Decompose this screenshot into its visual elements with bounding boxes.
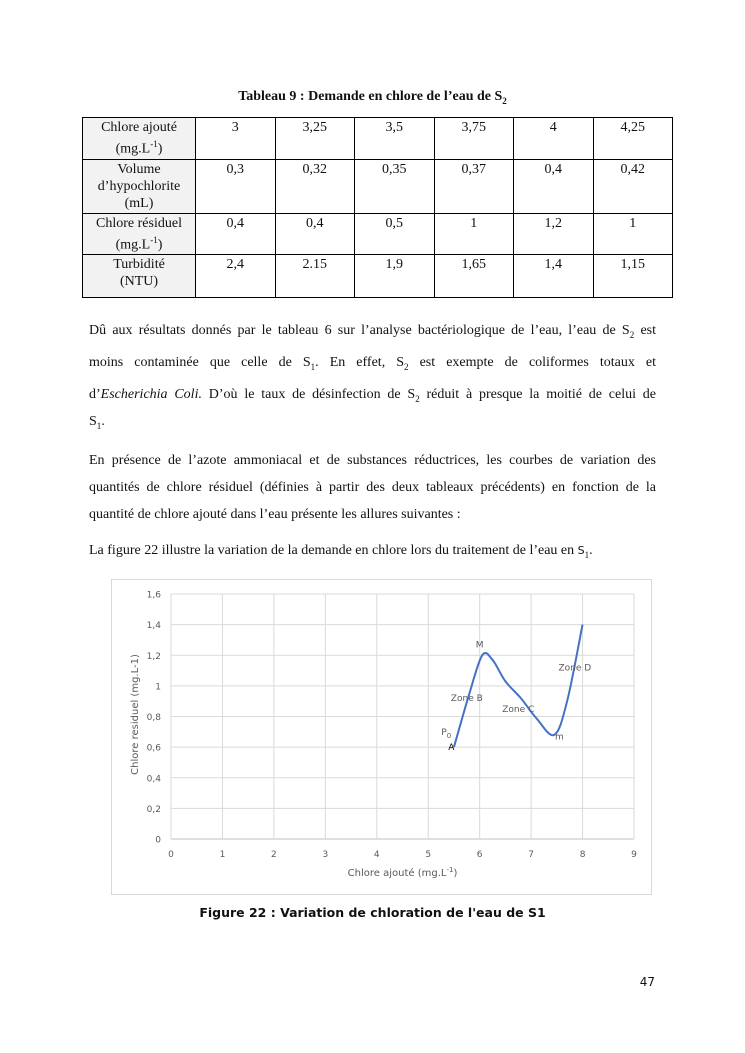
y-tick-label: 0,4	[146, 774, 161, 785]
table-row	[83, 159, 673, 213]
text-run: réduit à presque la moitié de celui de	[419, 386, 656, 402]
paragraph-contamination	[89, 317, 656, 412]
annotation-subscript: 0	[446, 731, 452, 740]
row-header	[83, 118, 196, 160]
chart-frame	[111, 579, 652, 895]
x-tick-label: 4	[373, 850, 380, 860]
x-tick-label: 2	[271, 850, 277, 860]
row-header-line: d’hypochlorite	[97, 178, 181, 194]
chart-annotation: Zone B	[450, 694, 483, 705]
chlorine-demand-table	[82, 117, 673, 298]
table-cell: 3,5	[355, 118, 435, 160]
x-tick-label: 1	[219, 850, 226, 860]
text-run: D’où le taux de désinfection de S	[201, 386, 416, 402]
row-header-unit-close: )	[157, 237, 163, 253]
y-axis-label: Chlore residuel (mg.L-1)	[130, 654, 141, 775]
text-line: quantités de chlore résiduel (définies à partir des deux tableaux précédents) en fonction de la	[89, 480, 656, 495]
figure-caption: Figure 22 : Variation de chloration de l'eau de S1	[199, 905, 546, 920]
table-cell: 2.15	[275, 255, 355, 298]
text-line	[89, 349, 656, 381]
table-cell: 0,42	[593, 159, 673, 213]
paragraph-s1	[89, 408, 656, 440]
chlorine-chart	[112, 580, 651, 894]
italic-text: Escherichia Coli.	[100, 386, 202, 402]
text-run: moins contaminée que celle de S	[89, 354, 311, 370]
subscript: 1	[96, 420, 102, 431]
y-tick-label: 1,4	[146, 621, 161, 632]
y-tick-label: 1	[155, 682, 161, 693]
y-tick-label: 0,6	[146, 743, 161, 754]
table-cell: 1,4	[514, 255, 594, 298]
chart-annotation: M	[475, 640, 484, 651]
table-cell: 0,4	[514, 159, 594, 213]
row-header-unit-sup: -1	[150, 139, 158, 149]
text-run: La figure 22 illustre la variation de la demande en chlore lors du traitement de l’eau en	[89, 543, 578, 558]
row-header-unit-close: )	[157, 141, 163, 157]
x-tick-label: 8	[579, 850, 586, 860]
table-cell: 0,4	[275, 213, 355, 255]
table-row	[83, 213, 673, 255]
x-axis-label-sup: -1	[446, 866, 454, 874]
x-tick-label: 6	[476, 850, 483, 860]
table-row	[83, 118, 673, 160]
x-tick-label: 5	[425, 850, 432, 860]
table-cell: 4,25	[593, 118, 673, 160]
table-row	[83, 255, 673, 298]
row-header-line: Chlore ajouté	[101, 120, 177, 135]
table-cell: 3	[196, 118, 276, 160]
text-run: S	[577, 544, 585, 557]
table-cell: 1,9	[355, 255, 435, 298]
text-run: est exempte de coliformes totaux et	[408, 354, 657, 370]
table-cell: 1,65	[434, 255, 514, 298]
row-header-unit: (mg.L	[115, 141, 151, 157]
row-header-line: Turbidité	[113, 257, 165, 273]
table-cell: 1	[593, 213, 673, 255]
table-caption	[0, 89, 745, 106]
row-header	[83, 255, 196, 298]
x-tick-label: 7	[528, 850, 534, 860]
row-header-line: (mL)	[124, 195, 154, 211]
subscript: 2	[629, 329, 635, 340]
x-axis-label: Chlore ajouté $(mg.L^{-1})$	[347, 866, 458, 879]
text-line	[89, 317, 656, 349]
text-run: S	[89, 414, 97, 429]
table-cell: 2,4	[196, 255, 276, 298]
table-cell: 0,37	[434, 159, 514, 213]
row-header-unit: (mg.L	[115, 237, 151, 253]
text-line: En présence de l’azote ammoniacal et de substances réductrices, les courbes de variation des	[89, 453, 656, 468]
page-number: 47	[639, 975, 655, 989]
x-axis-label-close: )	[453, 868, 458, 879]
y-tick-label: 0,8	[146, 713, 161, 723]
chart-annotation: A	[448, 743, 455, 754]
chart-annotation: $P_0$	[441, 727, 452, 740]
y-tick-label: 1,6	[146, 590, 161, 601]
table-cell: 1	[434, 213, 514, 255]
x-tick-label: 3	[322, 850, 329, 860]
table-cell: 3,25	[275, 118, 355, 160]
text-line: quantité de chlore ajouté dans l’eau présente les allures suivantes :	[89, 507, 461, 522]
chart-annotation: Zone D	[558, 663, 592, 674]
row-header	[83, 213, 196, 255]
table-cell: 1,15	[593, 255, 673, 298]
text-run: d’	[89, 386, 101, 402]
paragraph-figure-intro	[89, 537, 656, 569]
table-caption-text: Tableau 9 : Demande en chlore de l’eau de S	[238, 89, 503, 104]
table-cell: 1,2	[514, 213, 594, 255]
text-run: est	[634, 323, 656, 338]
row-header-unit-sup: -1	[150, 234, 158, 245]
table-cell: 0,32	[275, 159, 355, 213]
table-cell: 0,35	[355, 159, 435, 213]
table-cell: 0,5	[355, 213, 435, 255]
y-tick-label: 0	[155, 835, 161, 846]
text-run: . En effet, S	[315, 354, 405, 370]
y-tick-label: 0,2	[146, 804, 161, 815]
x-tick-label: 0	[168, 850, 174, 860]
x-tick-label: 9	[631, 850, 637, 860]
table-cell: 3,75	[434, 118, 514, 160]
table-cell: 4	[514, 118, 594, 160]
row-header-line: (NTU)	[119, 274, 159, 290]
subscript: 2	[404, 361, 409, 372]
table-caption-sub: 2	[502, 95, 507, 106]
chart-annotation: Zone C	[502, 704, 535, 715]
paragraph-curves	[89, 447, 656, 528]
row-header-line: Volume	[117, 161, 161, 177]
chart-annotation: m	[555, 732, 564, 743]
text-run: .	[101, 414, 105, 429]
subscript: 1	[310, 361, 316, 372]
text-run: .	[589, 543, 593, 558]
subscript: 1	[584, 549, 590, 560]
table-cell: 0,3	[196, 159, 276, 213]
y-tick-label: 1,2	[146, 651, 161, 662]
table-cell: 0,4	[196, 213, 276, 255]
row-header	[83, 159, 196, 213]
text-run: Dû aux résultats donnés par le tableau 6 sur l’analyse bactériologique de l’eau, l’eau de S	[89, 323, 630, 338]
row-header-line: Chlore résiduel	[96, 215, 182, 231]
subscript: 2	[415, 393, 420, 404]
